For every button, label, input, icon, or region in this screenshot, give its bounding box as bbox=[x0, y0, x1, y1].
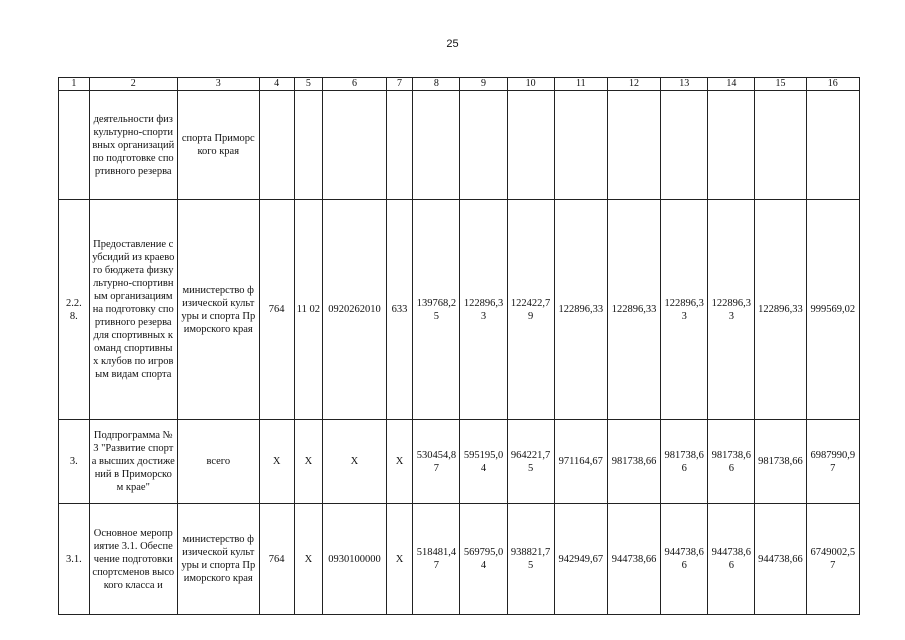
row-number: 3. bbox=[59, 420, 90, 504]
column-header: 6 bbox=[323, 78, 387, 91]
cell-amount: 6749002,57 bbox=[806, 504, 859, 615]
row-number: 2.2. 8. bbox=[59, 200, 90, 420]
cell-amount: 999569,02 bbox=[806, 200, 859, 420]
cell-amount: 139768,25 bbox=[413, 200, 460, 420]
cell-amount bbox=[607, 91, 660, 200]
cell-csr: 0920262010 bbox=[323, 200, 387, 420]
row-number bbox=[59, 91, 90, 200]
table-row bbox=[59, 420, 860, 504]
executor: министерство физической культуры и спорта Приморского края bbox=[177, 200, 259, 420]
measure-name: Подпрограмма № 3 "Развитие спорта высших достижений в Приморском крае" bbox=[89, 420, 177, 504]
table-row bbox=[59, 91, 860, 200]
budget-table bbox=[58, 77, 860, 615]
cell-grbs bbox=[259, 91, 294, 200]
cell-csr bbox=[323, 91, 387, 200]
column-header: 16 bbox=[806, 78, 859, 91]
column-header: 4 bbox=[259, 78, 294, 91]
cell-grbs: 764 bbox=[259, 200, 294, 420]
cell-grbs: 764 bbox=[259, 504, 294, 615]
cell-amount bbox=[460, 91, 507, 200]
cell-amount: 944738,66 bbox=[755, 504, 806, 615]
table-row bbox=[59, 504, 860, 615]
column-header: 9 bbox=[460, 78, 507, 91]
cell-rzpr: 11 02 bbox=[294, 200, 323, 420]
cell-rzpr: X bbox=[294, 420, 323, 504]
cell-amount: 944738,66 bbox=[607, 504, 660, 615]
executor: спорта Приморского края bbox=[177, 91, 259, 200]
measure-name: Предоставление субсидий из краевого бюджета физкультурно-спортивным организациям на подготовку спортивного резерва для спортивных команд спортивных клубов по игровым видам спорта bbox=[89, 200, 177, 420]
cell-amount: 122896,33 bbox=[708, 200, 755, 420]
column-header: 2 bbox=[89, 78, 177, 91]
cell-amount: 122422,79 bbox=[507, 200, 554, 420]
cell-csr: X bbox=[323, 420, 387, 504]
cell-amount: 981738,66 bbox=[708, 420, 755, 504]
cell-amount bbox=[507, 91, 554, 200]
cell-rzpr: X bbox=[294, 504, 323, 615]
cell-amount: 6987990,97 bbox=[806, 420, 859, 504]
column-header: 1 bbox=[59, 78, 90, 91]
cell-amount: 122896,33 bbox=[755, 200, 806, 420]
cell-amount: 122896,33 bbox=[661, 200, 708, 420]
cell-amount: 595195,04 bbox=[460, 420, 507, 504]
measure-name: деятельности физкультурно-спортивных организаций по подготовке спортивного резерва bbox=[89, 91, 177, 200]
cell-amount bbox=[755, 91, 806, 200]
column-header: 13 bbox=[661, 78, 708, 91]
cell-amount: 942949,67 bbox=[554, 504, 607, 615]
column-header: 5 bbox=[294, 78, 323, 91]
cell-amount bbox=[554, 91, 607, 200]
cell-amount bbox=[708, 91, 755, 200]
column-header: 3 bbox=[177, 78, 259, 91]
column-header: 12 bbox=[607, 78, 660, 91]
cell-amount bbox=[413, 91, 460, 200]
column-header: 10 bbox=[507, 78, 554, 91]
measure-name: Основное мероприятие 3.1. Обеспечение подготовки спортсменов высокого класса и bbox=[89, 504, 177, 615]
cell-amount: 530454,87 bbox=[413, 420, 460, 504]
cell-vr: X bbox=[386, 504, 413, 615]
cell-amount: 981738,66 bbox=[607, 420, 660, 504]
table-row bbox=[59, 200, 860, 420]
cell-amount: 944738,66 bbox=[661, 504, 708, 615]
cell-vr: X bbox=[386, 420, 413, 504]
cell-amount: 944738,66 bbox=[708, 504, 755, 615]
column-header: 8 bbox=[413, 78, 460, 91]
cell-amount bbox=[806, 91, 859, 200]
column-header: 7 bbox=[386, 78, 413, 91]
cell-amount: 981738,66 bbox=[755, 420, 806, 504]
cell-amount: 122896,33 bbox=[607, 200, 660, 420]
cell-amount: 971164,67 bbox=[554, 420, 607, 504]
column-header: 14 bbox=[708, 78, 755, 91]
column-header: 11 bbox=[554, 78, 607, 91]
cell-amount bbox=[661, 91, 708, 200]
cell-vr: 633 bbox=[386, 200, 413, 420]
column-header: 15 bbox=[755, 78, 806, 91]
cell-csr: 0930100000 bbox=[323, 504, 387, 615]
cell-amount: 938821,75 bbox=[507, 504, 554, 615]
cell-vr bbox=[386, 91, 413, 200]
cell-amount: 964221,75 bbox=[507, 420, 554, 504]
page-number: 25 bbox=[446, 38, 459, 50]
executor: всего bbox=[177, 420, 259, 504]
cell-amount: 122896,33 bbox=[554, 200, 607, 420]
cell-rzpr bbox=[294, 91, 323, 200]
cell-grbs: X bbox=[259, 420, 294, 504]
cell-amount: 518481,47 bbox=[413, 504, 460, 615]
cell-amount: 122896,33 bbox=[460, 200, 507, 420]
header-row bbox=[59, 78, 860, 91]
executor: министерство физической культуры и спорта Приморского края bbox=[177, 504, 259, 615]
row-number: 3.1. bbox=[59, 504, 90, 615]
cell-amount: 569795,04 bbox=[460, 504, 507, 615]
cell-amount: 981738,66 bbox=[661, 420, 708, 504]
